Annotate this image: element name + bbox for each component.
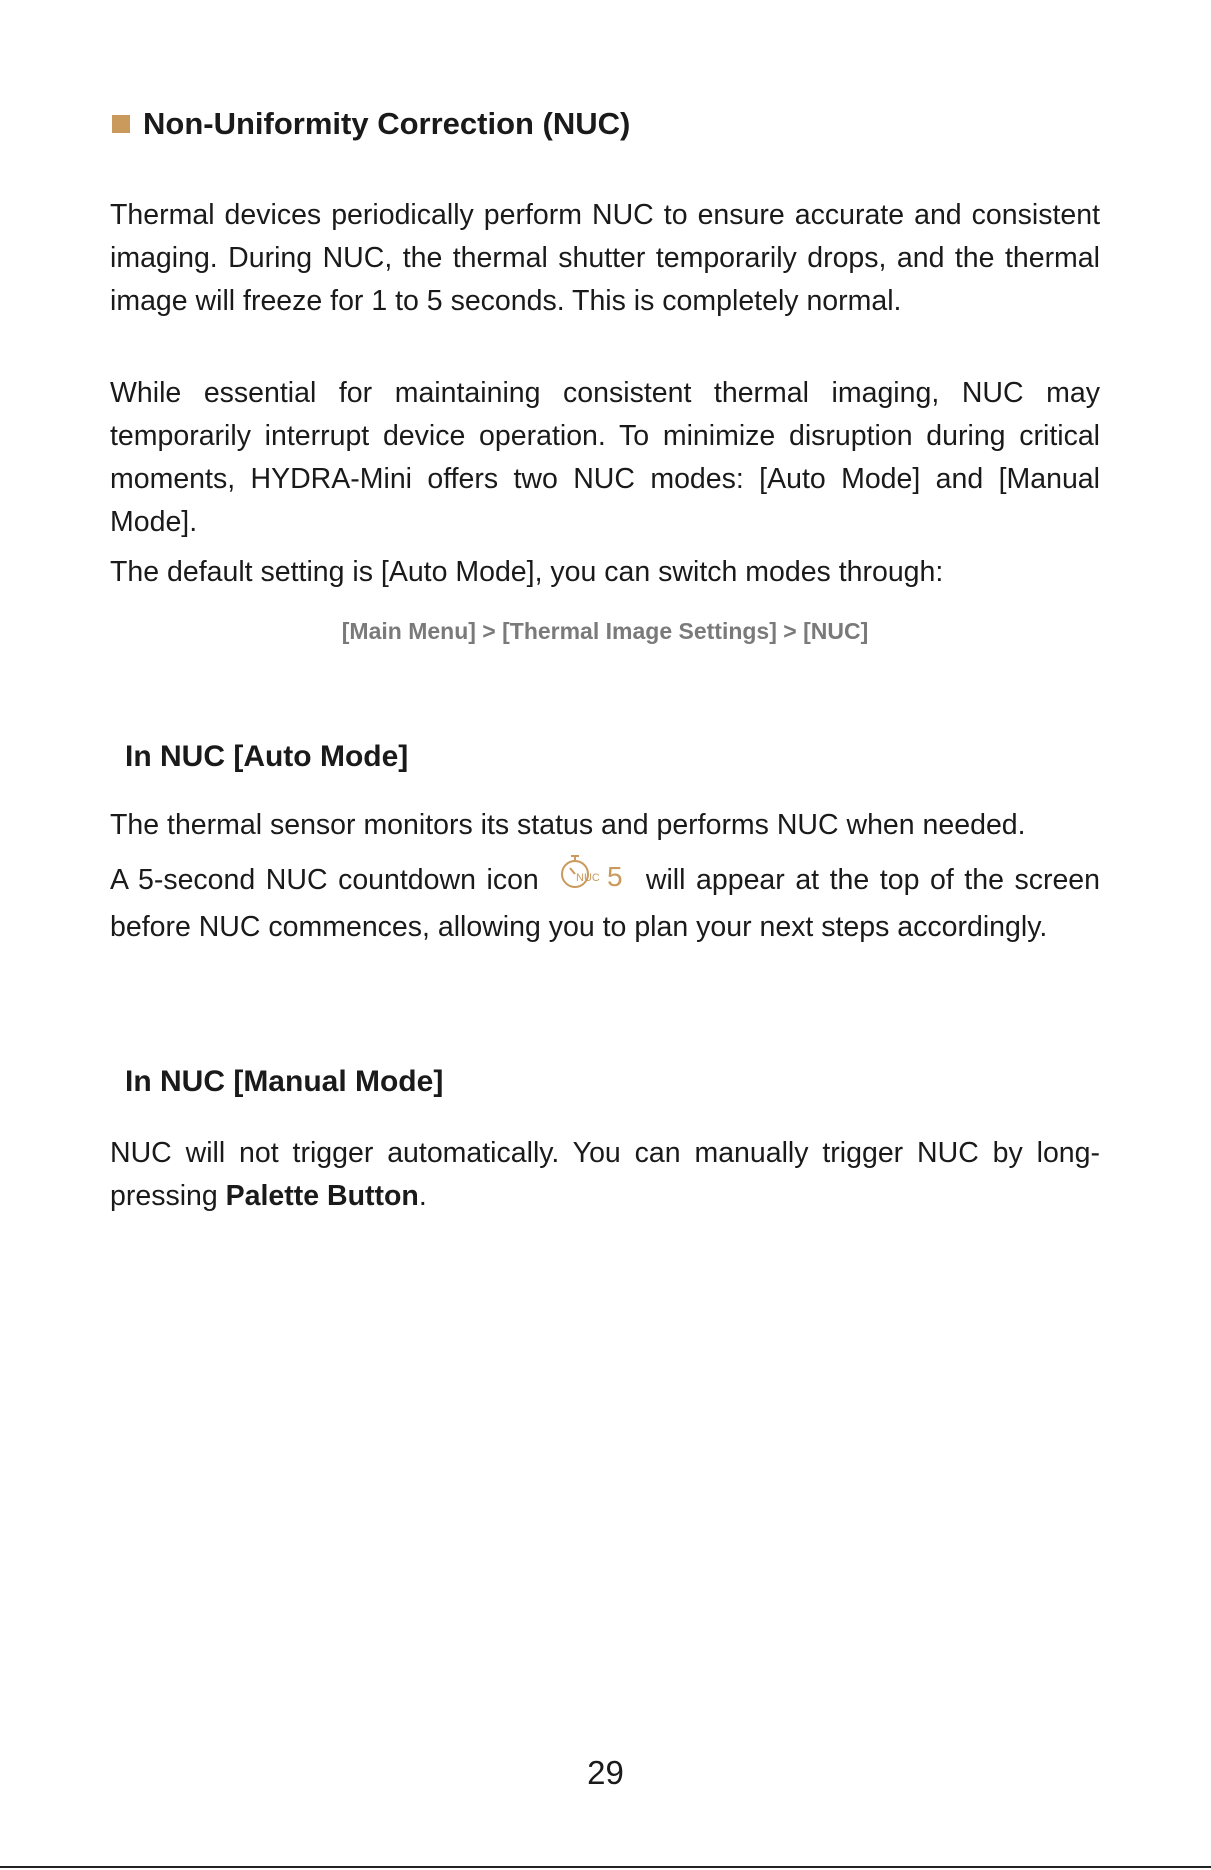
- auto-mode-text-after-icon: will appear at the top of the screen before NUC commences, allowing you to plan your next steps accordingly.: [110, 864, 1101, 943]
- intro-paragraph-1: Thermal devices periodically perform NUC to ensure accurate and consistent imaging. During NUC, the thermal shutter temporarily drops, and the thermal image will freeze for 1 to 5 seconds. This is completely normal.: [110, 199, 1100, 317]
- bottom-divider: [0, 1866, 1211, 1868]
- auto-mode-text-before-icon: A 5-second NUC countdown icon: [110, 864, 539, 897]
- square-bullet-icon: [112, 115, 130, 133]
- auto-mode-heading: In NUC [Auto Mode]: [125, 740, 409, 773]
- nuc-icon-value: 5: [607, 861, 623, 890]
- manual-mode-paragraph: [110, 1132, 1100, 1218]
- nuc-countdown-icon: [553, 854, 629, 903]
- page-number: 29: [587, 1754, 624, 1791]
- palette-button-label: Palette Button: [225, 1180, 419, 1212]
- section-title: Non-Uniformity Correction (NUC): [143, 106, 631, 141]
- menu-path: [Main Menu] > [Thermal Image Settings] > [NUC]: [341, 618, 869, 644]
- auto-mode-paragraph-1: The thermal sensor monitors its status and performs NUC when needed.: [110, 809, 1026, 841]
- intro-paragraph-2: While essential for maintaining consistent thermal imaging, NUC may temporarily interrupt device operation. To minimize disruption during critical moments, HYDRA-Mini offers two NUC modes: [Auto Mode] and [Manual Mode].: [110, 377, 1100, 538]
- section-heading: [112, 106, 630, 142]
- nuc-icon-label: NUC: [576, 872, 601, 884]
- manual-mode-period: .: [418, 1180, 427, 1212]
- intro-paragraph-3: The default setting is [Auto Mode], you can switch modes through:: [110, 556, 944, 588]
- manual-mode-text: NUC will not trigger automatically. You can manually trigger NUC by long-pressing: [110, 1137, 1100, 1212]
- manual-mode-heading: In NUC [Manual Mode]: [125, 1065, 444, 1098]
- auto-mode-paragraph-2: [110, 857, 1100, 949]
